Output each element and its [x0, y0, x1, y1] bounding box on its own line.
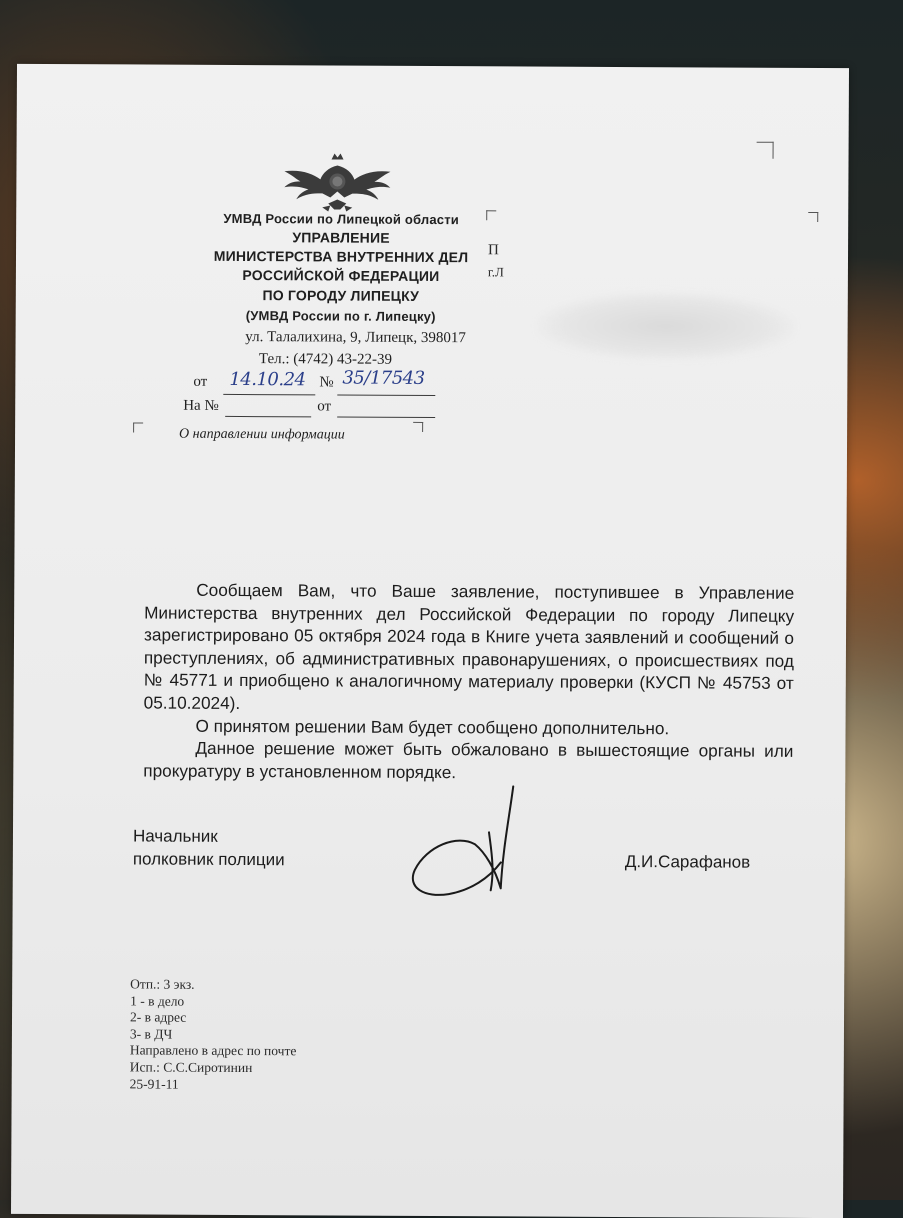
org-phone: Тел.: (4742) 43-22-39 [258, 351, 393, 368]
body-paragraph-1: Сообщаем Вам, что Ваше заявление, поступившее в Управление Министерства внутренних дел Российской Федерации по городу Липецку зарегистрировано 05 октября 2024 года в Книге учета заявлений и сообщений о преступлениях, об административных правонарушениях, о происшествиях под № 45771 и приобщено к аналогичному материалу проверки (КУСП № 45753 от 05.10.2024). [143, 579, 795, 713]
org-title-line3: РОССИЙСКОЙ ФЕДЕРАЦИИ [242, 267, 440, 285]
footer-executor: Исп.: С.С.Сиротинин [129, 1059, 253, 1076]
recipient-line1: П [488, 242, 499, 259]
sheet-corner-mark [757, 142, 774, 159]
footer-sent-note: Направлено в адрес по почте [129, 1042, 297, 1059]
subject-corner-right [413, 422, 423, 432]
reply-number-label: На № [183, 397, 219, 414]
letter-sheet [11, 64, 849, 1218]
footer-copy-2: 2- в адрес [129, 1009, 187, 1025]
number-label: № [319, 374, 334, 391]
org-title-line1: УПРАВЛЕНИЕ [292, 229, 390, 246]
recipient-corner-left [486, 210, 496, 220]
footer-copy-3: 3- в ДЧ [129, 1026, 173, 1042]
recipient-corner-right [808, 212, 818, 222]
footer-copies: Отп.: 3 экз. [130, 976, 195, 992]
letter-body [143, 579, 794, 786]
reply-date-label: от [317, 398, 332, 415]
org-abbreviation: (УМВД России по г. Липецку) [245, 308, 436, 325]
body-paragraph-3: Данное решение может быть обжаловано в вышестоящие органы или прокуратуру в установленном порядке. [143, 737, 794, 782]
handwritten-number: 35/17543 [342, 367, 425, 389]
reply-number-underline [225, 416, 311, 417]
handwritten-signature [405, 778, 546, 909]
subject-corner-left [133, 422, 143, 432]
number-underline [337, 395, 435, 397]
footer-copy-1: 1 - в дело [130, 993, 185, 1009]
signer-name: Д.И.Сарафанов [624, 852, 751, 872]
date-from-label: от [193, 373, 208, 390]
org-title-line4: ПО ГОРОДУ ЛИПЕЦКУ [262, 287, 420, 304]
recipient-line2: г.Л [487, 264, 504, 280]
recipient-redaction [535, 292, 795, 361]
subject-line: О направлении информации [179, 426, 345, 443]
org-short-name: УМВД России по Липецкой области [223, 210, 460, 228]
footer-executor-phone: 25-91-11 [129, 1075, 179, 1092]
mvd-emblem-icon [278, 151, 396, 216]
date-underline [223, 394, 315, 395]
org-address: ул. Талалихина, 9, Липецк, 398017 [245, 329, 466, 347]
handwritten-date: 14.10.24 [229, 368, 306, 391]
signer-position-line1: Начальник [132, 826, 218, 846]
reply-date-underline [337, 417, 435, 419]
body-paragraph-2: О принятом решении Вам будет сообщено дополнительно. [195, 715, 670, 738]
org-title-line2: МИНИСТЕРСТВА ВНУТРЕННИХ ДЕЛ [213, 247, 469, 266]
signer-position-line2: полковник полиции [132, 849, 285, 870]
footer-notes [130, 976, 297, 1093]
